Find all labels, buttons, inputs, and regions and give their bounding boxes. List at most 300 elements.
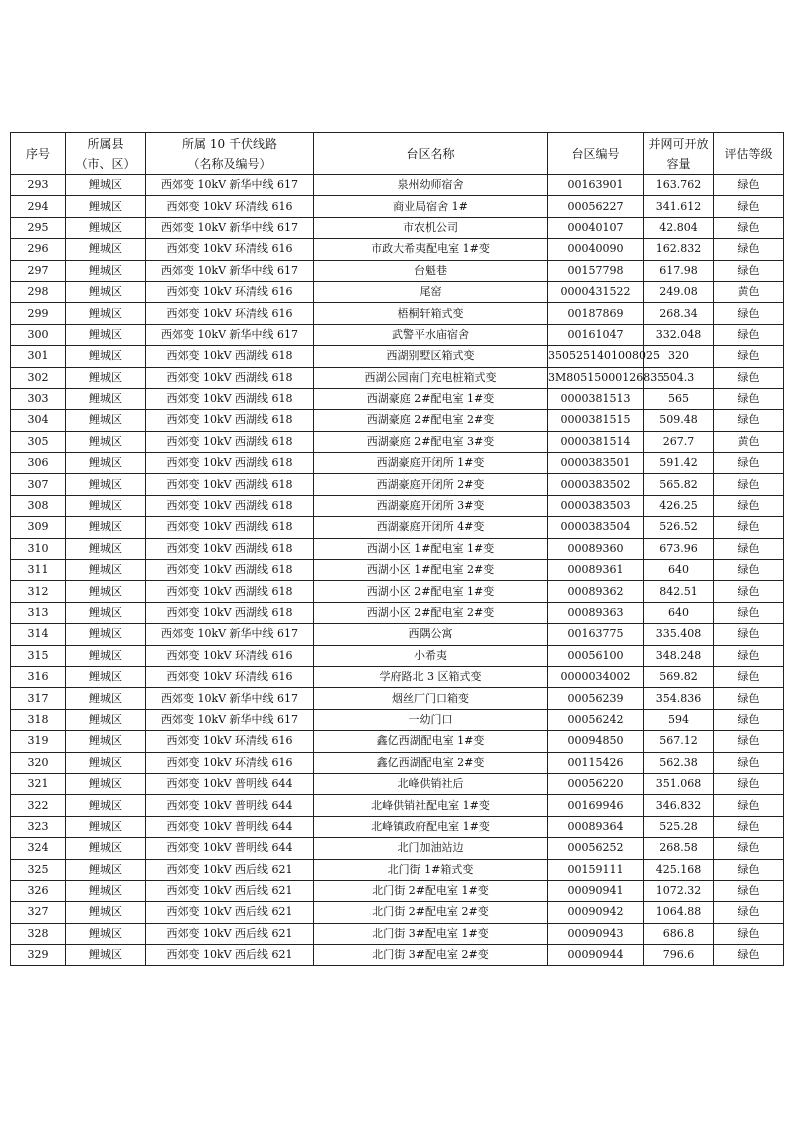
cell-grade: 绿色 xyxy=(714,538,784,559)
cell-capacity: 562.38 xyxy=(644,752,714,773)
cell-capacity: 1072.32 xyxy=(644,880,714,901)
cell-line: 西郊变 10kV 新华中线 617 xyxy=(146,217,314,238)
cell-code: 00089361 xyxy=(548,560,644,581)
cell-grade: 绿色 xyxy=(714,324,784,345)
table-row xyxy=(11,752,784,773)
cell-seq: 314 xyxy=(11,624,66,645)
cell-seq: 311 xyxy=(11,560,66,581)
cell-grade: 绿色 xyxy=(714,581,784,602)
cell-code: 3505251401008025 xyxy=(548,346,644,367)
cell-seq: 328 xyxy=(11,923,66,944)
table-row xyxy=(11,367,784,388)
cell-seq: 304 xyxy=(11,410,66,431)
cell-line: 西郊变 10kV 西湖线 618 xyxy=(146,431,314,452)
cell-name: 西湖小区 2#配电室 2#变 xyxy=(314,602,548,623)
cell-grade: 绿色 xyxy=(714,795,784,816)
cell-grade: 绿色 xyxy=(714,260,784,281)
cell-capacity: 526.52 xyxy=(644,517,714,538)
table-row xyxy=(11,346,784,367)
cell-seq: 318 xyxy=(11,709,66,730)
cell-grade: 绿色 xyxy=(714,731,784,752)
cell-grade: 绿色 xyxy=(714,303,784,324)
table-row xyxy=(11,324,784,345)
table-row xyxy=(11,731,784,752)
cell-name: 西湖小区 2#配电室 1#变 xyxy=(314,581,548,602)
table-row xyxy=(11,581,784,602)
table-row xyxy=(11,795,784,816)
cell-seq: 306 xyxy=(11,453,66,474)
cell-seq: 305 xyxy=(11,431,66,452)
cell-code: 00056239 xyxy=(548,688,644,709)
cell-capacity: 686.8 xyxy=(644,923,714,944)
table-row xyxy=(11,645,784,666)
cell-county: 鲤城区 xyxy=(66,175,146,196)
cell-grade: 绿色 xyxy=(714,880,784,901)
cell-grade: 绿色 xyxy=(714,495,784,516)
cell-capacity: 163.762 xyxy=(644,175,714,196)
header-name: 台区名称 xyxy=(314,133,548,175)
cell-capacity: 509.48 xyxy=(644,410,714,431)
cell-code: 00090942 xyxy=(548,902,644,923)
cell-seq: 312 xyxy=(11,581,66,602)
cell-seq: 313 xyxy=(11,602,66,623)
cell-name: 北门加油站边 xyxy=(314,838,548,859)
cell-code: 00169946 xyxy=(548,795,644,816)
capacity-table xyxy=(10,132,784,966)
cell-name: 尾窑 xyxy=(314,281,548,302)
cell-code: 0000383504 xyxy=(548,517,644,538)
cell-line: 西郊变 10kV 西湖线 618 xyxy=(146,560,314,581)
cell-line: 西郊变 10kV 环清线 616 xyxy=(146,303,314,324)
cell-line: 西郊变 10kV 新华中线 617 xyxy=(146,260,314,281)
cell-name: 泉州幼师宿舍 xyxy=(314,175,548,196)
cell-name: 北门街 2#配电室 1#变 xyxy=(314,880,548,901)
cell-seq: 309 xyxy=(11,517,66,538)
cell-code: 00040107 xyxy=(548,217,644,238)
cell-county: 鲤城区 xyxy=(66,816,146,837)
cell-code: 00056252 xyxy=(548,838,644,859)
cell-line: 西郊变 10kV 新华中线 617 xyxy=(146,624,314,645)
cell-name: 西湖豪庭开闭所 2#变 xyxy=(314,474,548,495)
cell-name: 台魁巷 xyxy=(314,260,548,281)
cell-line: 西郊变 10kV 环清线 616 xyxy=(146,666,314,687)
cell-line: 西郊变 10kV 新华中线 617 xyxy=(146,175,314,196)
cell-code: 00090941 xyxy=(548,880,644,901)
cell-grade: 绿色 xyxy=(714,367,784,388)
cell-line: 西郊变 10kV 西后线 621 xyxy=(146,880,314,901)
cell-name: 北峰供销社后 xyxy=(314,773,548,794)
cell-county: 鲤城区 xyxy=(66,260,146,281)
cell-seq: 297 xyxy=(11,260,66,281)
cell-capacity: 268.34 xyxy=(644,303,714,324)
cell-capacity: 673.96 xyxy=(644,538,714,559)
cell-capacity: 354.836 xyxy=(644,688,714,709)
cell-seq: 293 xyxy=(11,175,66,196)
cell-grade: 绿色 xyxy=(714,902,784,923)
cell-code: 00090943 xyxy=(548,923,644,944)
table-row xyxy=(11,175,784,196)
cell-county: 鲤城区 xyxy=(66,624,146,645)
table-header xyxy=(11,133,784,175)
cell-county: 鲤城区 xyxy=(66,303,146,324)
cell-code: 00161047 xyxy=(548,324,644,345)
header-capacity-line1: 并网可开放 xyxy=(648,136,709,151)
cell-line: 西郊变 10kV 普明线 644 xyxy=(146,773,314,794)
cell-line: 西郊变 10kV 普明线 644 xyxy=(146,816,314,837)
cell-name: 烟丝厂门口箱变 xyxy=(314,688,548,709)
cell-county: 鲤城区 xyxy=(66,709,146,730)
cell-seq: 296 xyxy=(11,239,66,260)
cell-name: 市政大希夷配电室 1#变 xyxy=(314,239,548,260)
cell-code: 0000034002 xyxy=(548,666,644,687)
cell-county: 鲤城区 xyxy=(66,773,146,794)
cell-capacity: 591.42 xyxy=(644,453,714,474)
header-line xyxy=(146,133,314,175)
header-county-line2: （市、区） xyxy=(75,156,136,171)
cell-name: 武警平水庙宿舍 xyxy=(314,324,548,345)
cell-county: 鲤城区 xyxy=(66,410,146,431)
header-code: 台区编号 xyxy=(548,133,644,175)
cell-capacity: 565 xyxy=(644,388,714,409)
cell-code: 00056242 xyxy=(548,709,644,730)
cell-name: 西湖小区 1#配电室 1#变 xyxy=(314,538,548,559)
header-line-line2: （名称及编号） xyxy=(187,156,272,171)
header-county-line1: 所属县 xyxy=(87,136,124,151)
cell-grade: 绿色 xyxy=(714,773,784,794)
cell-seq: 329 xyxy=(11,945,66,966)
cell-county: 鲤城区 xyxy=(66,945,146,966)
table-body xyxy=(11,175,784,966)
cell-seq: 302 xyxy=(11,367,66,388)
cell-grade: 绿色 xyxy=(714,645,784,666)
cell-capacity: 351.068 xyxy=(644,773,714,794)
header-seq: 序号 xyxy=(11,133,66,175)
cell-code: 0000381514 xyxy=(548,431,644,452)
cell-line: 西郊变 10kV 西后线 621 xyxy=(146,923,314,944)
cell-name: 鑫亿西湖配电室 1#变 xyxy=(314,731,548,752)
cell-county: 鲤城区 xyxy=(66,560,146,581)
cell-capacity: 249.08 xyxy=(644,281,714,302)
cell-capacity: 335.408 xyxy=(644,624,714,645)
cell-line: 西郊变 10kV 西湖线 618 xyxy=(146,474,314,495)
table-row xyxy=(11,624,784,645)
cell-capacity: 569.82 xyxy=(644,666,714,687)
cell-line: 西郊变 10kV 西湖线 618 xyxy=(146,410,314,431)
cell-code: 00089362 xyxy=(548,581,644,602)
cell-capacity: 42.804 xyxy=(644,217,714,238)
cell-name: 学府路北 3 区箱式变 xyxy=(314,666,548,687)
cell-code: 00089363 xyxy=(548,602,644,623)
cell-capacity: 565.82 xyxy=(644,474,714,495)
cell-seq: 307 xyxy=(11,474,66,495)
cell-capacity: 341.612 xyxy=(644,196,714,217)
cell-county: 鲤城区 xyxy=(66,838,146,859)
cell-capacity: 348.248 xyxy=(644,645,714,666)
cell-name: 北门街 3#配电室 1#变 xyxy=(314,923,548,944)
table-row xyxy=(11,859,784,880)
cell-capacity: 640 xyxy=(644,602,714,623)
cell-code: 0000381513 xyxy=(548,388,644,409)
cell-seq: 301 xyxy=(11,346,66,367)
cell-line: 西郊变 10kV 西后线 621 xyxy=(146,945,314,966)
cell-name: 北门街 2#配电室 2#变 xyxy=(314,902,548,923)
cell-county: 鲤城区 xyxy=(66,731,146,752)
cell-line: 西郊变 10kV 西后线 621 xyxy=(146,902,314,923)
cell-capacity: 426.25 xyxy=(644,495,714,516)
cell-name: 西湖豪庭 2#配电室 2#变 xyxy=(314,410,548,431)
cell-name: 西湖豪庭 2#配电室 3#变 xyxy=(314,431,548,452)
table-row xyxy=(11,453,784,474)
table-row xyxy=(11,923,784,944)
cell-line: 西郊变 10kV 西后线 621 xyxy=(146,859,314,880)
cell-county: 鲤城区 xyxy=(66,324,146,345)
cell-county: 鲤城区 xyxy=(66,196,146,217)
table-row xyxy=(11,816,784,837)
cell-code: 00056227 xyxy=(548,196,644,217)
cell-capacity: 617.98 xyxy=(644,260,714,281)
cell-capacity: 594 xyxy=(644,709,714,730)
cell-name: 西湖公园南门充电桩箱式变 xyxy=(314,367,548,388)
cell-grade: 绿色 xyxy=(714,602,784,623)
cell-capacity: 1064.88 xyxy=(644,902,714,923)
header-row xyxy=(11,133,784,175)
table-row xyxy=(11,602,784,623)
cell-county: 鲤城区 xyxy=(66,367,146,388)
cell-county: 鲤城区 xyxy=(66,688,146,709)
cell-name: 西湖豪庭开闭所 1#变 xyxy=(314,453,548,474)
header-capacity xyxy=(644,133,714,175)
cell-code: 00159111 xyxy=(548,859,644,880)
cell-line: 西郊变 10kV 西湖线 618 xyxy=(146,517,314,538)
cell-code: 00056220 xyxy=(548,773,644,794)
table-row xyxy=(11,945,784,966)
table-row xyxy=(11,688,784,709)
cell-grade: 绿色 xyxy=(714,346,784,367)
cell-grade: 绿色 xyxy=(714,175,784,196)
cell-grade: 绿色 xyxy=(714,816,784,837)
cell-grade: 绿色 xyxy=(714,945,784,966)
cell-code: 0000383503 xyxy=(548,495,644,516)
cell-name: 北门街 3#配电室 2#变 xyxy=(314,945,548,966)
cell-code: 00163775 xyxy=(548,624,644,645)
header-county xyxy=(66,133,146,175)
cell-grade: 绿色 xyxy=(714,388,784,409)
cell-seq: 303 xyxy=(11,388,66,409)
cell-code: 0000383502 xyxy=(548,474,644,495)
cell-county: 鲤城区 xyxy=(66,602,146,623)
cell-county: 鲤城区 xyxy=(66,880,146,901)
cell-county: 鲤城区 xyxy=(66,431,146,452)
cell-county: 鲤城区 xyxy=(66,217,146,238)
cell-seq: 308 xyxy=(11,495,66,516)
cell-line: 西郊变 10kV 环清线 616 xyxy=(146,731,314,752)
cell-capacity: 268.58 xyxy=(644,838,714,859)
cell-seq: 319 xyxy=(11,731,66,752)
cell-seq: 322 xyxy=(11,795,66,816)
cell-code: 00056100 xyxy=(548,645,644,666)
cell-grade: 绿色 xyxy=(714,410,784,431)
cell-name: 梧桐轩箱式变 xyxy=(314,303,548,324)
cell-county: 鲤城区 xyxy=(66,859,146,880)
cell-seq: 320 xyxy=(11,752,66,773)
cell-capacity: 162.832 xyxy=(644,239,714,260)
cell-name: 北峰镇政府配电室 1#变 xyxy=(314,816,548,837)
table-row xyxy=(11,431,784,452)
table-row xyxy=(11,880,784,901)
cell-grade: 绿色 xyxy=(714,624,784,645)
cell-line: 西郊变 10kV 西湖线 618 xyxy=(146,538,314,559)
cell-grade: 绿色 xyxy=(714,859,784,880)
cell-seq: 321 xyxy=(11,773,66,794)
cell-capacity: 320 xyxy=(644,346,714,367)
cell-capacity: 567.12 xyxy=(644,731,714,752)
cell-line: 西郊变 10kV 新华中线 617 xyxy=(146,688,314,709)
cell-line: 西郊变 10kV 新华中线 617 xyxy=(146,709,314,730)
cell-code: 3M80515000126835 xyxy=(548,367,644,388)
table-row xyxy=(11,260,784,281)
cell-name: 西湖小区 1#配电室 2#变 xyxy=(314,560,548,581)
cell-county: 鲤城区 xyxy=(66,923,146,944)
cell-name: 小希夷 xyxy=(314,645,548,666)
cell-grade: 黄色 xyxy=(714,431,784,452)
cell-name: 北峰供销社配电室 1#变 xyxy=(314,795,548,816)
cell-line: 西郊变 10kV 环清线 616 xyxy=(146,645,314,666)
cell-county: 鲤城区 xyxy=(66,239,146,260)
table-row xyxy=(11,773,784,794)
cell-code: 00163901 xyxy=(548,175,644,196)
capacity-table-container xyxy=(10,132,783,966)
cell-name: 商业局宿舍 1# xyxy=(314,196,548,217)
cell-county: 鲤城区 xyxy=(66,538,146,559)
cell-capacity: 332.048 xyxy=(644,324,714,345)
cell-line: 西郊变 10kV 西湖线 618 xyxy=(146,346,314,367)
table-row xyxy=(11,517,784,538)
cell-code: 00090944 xyxy=(548,945,644,966)
cell-seq: 317 xyxy=(11,688,66,709)
cell-code: 0000383501 xyxy=(548,453,644,474)
cell-line: 西郊变 10kV 西湖线 618 xyxy=(146,602,314,623)
table-row xyxy=(11,196,784,217)
cell-line: 西郊变 10kV 西湖线 618 xyxy=(146,453,314,474)
cell-code: 0000381515 xyxy=(548,410,644,431)
cell-capacity: 346.832 xyxy=(644,795,714,816)
table-row xyxy=(11,838,784,859)
cell-name: 西湖豪庭开闭所 3#变 xyxy=(314,495,548,516)
header-grade: 评估等级 xyxy=(714,133,784,175)
cell-county: 鲤城区 xyxy=(66,388,146,409)
table-row xyxy=(11,239,784,260)
cell-line: 西郊变 10kV 西湖线 618 xyxy=(146,367,314,388)
cell-seq: 316 xyxy=(11,666,66,687)
cell-seq: 326 xyxy=(11,880,66,901)
cell-line: 西郊变 10kV 普明线 644 xyxy=(146,838,314,859)
cell-grade: 绿色 xyxy=(714,923,784,944)
table-row xyxy=(11,217,784,238)
cell-seq: 299 xyxy=(11,303,66,324)
cell-seq: 324 xyxy=(11,838,66,859)
cell-line: 西郊变 10kV 环清线 616 xyxy=(146,196,314,217)
cell-county: 鲤城区 xyxy=(66,902,146,923)
cell-code: 00089364 xyxy=(548,816,644,837)
cell-capacity: 525.28 xyxy=(644,816,714,837)
cell-grade: 绿色 xyxy=(714,688,784,709)
cell-seq: 295 xyxy=(11,217,66,238)
cell-seq: 310 xyxy=(11,538,66,559)
cell-name: 西湖豪庭开闭所 4#变 xyxy=(314,517,548,538)
cell-code: 00115426 xyxy=(548,752,644,773)
table-row xyxy=(11,388,784,409)
cell-line: 西郊变 10kV 环清线 616 xyxy=(146,281,314,302)
cell-grade: 绿色 xyxy=(714,838,784,859)
cell-county: 鲤城区 xyxy=(66,474,146,495)
table-row xyxy=(11,281,784,302)
table-row xyxy=(11,410,784,431)
cell-code: 0000431522 xyxy=(548,281,644,302)
cell-line: 西郊变 10kV 普明线 644 xyxy=(146,795,314,816)
header-line-line1: 所属 10 千伏线路 xyxy=(182,136,277,151)
cell-capacity: 842.51 xyxy=(644,581,714,602)
cell-grade: 绿色 xyxy=(714,517,784,538)
cell-grade: 绿色 xyxy=(714,666,784,687)
table-row xyxy=(11,538,784,559)
cell-seq: 325 xyxy=(11,859,66,880)
table-row xyxy=(11,495,784,516)
cell-capacity: 796.6 xyxy=(644,945,714,966)
cell-grade: 黄色 xyxy=(714,281,784,302)
cell-county: 鲤城区 xyxy=(66,645,146,666)
table-row xyxy=(11,303,784,324)
cell-line: 西郊变 10kV 西湖线 618 xyxy=(146,581,314,602)
cell-grade: 绿色 xyxy=(714,239,784,260)
cell-name: 西湖别墅区箱式变 xyxy=(314,346,548,367)
cell-county: 鲤城区 xyxy=(66,495,146,516)
cell-county: 鲤城区 xyxy=(66,666,146,687)
cell-line: 西郊变 10kV 环清线 616 xyxy=(146,239,314,260)
cell-name: 西隅公寓 xyxy=(314,624,548,645)
cell-seq: 294 xyxy=(11,196,66,217)
cell-seq: 298 xyxy=(11,281,66,302)
cell-county: 鲤城区 xyxy=(66,795,146,816)
cell-grade: 绿色 xyxy=(714,217,784,238)
cell-code: 00089360 xyxy=(548,538,644,559)
cell-code: 00187869 xyxy=(548,303,644,324)
cell-grade: 绿色 xyxy=(714,474,784,495)
cell-line: 西郊变 10kV 西湖线 618 xyxy=(146,495,314,516)
cell-grade: 绿色 xyxy=(714,752,784,773)
cell-county: 鲤城区 xyxy=(66,281,146,302)
cell-name: 鑫亿西湖配电室 2#变 xyxy=(314,752,548,773)
cell-county: 鲤城区 xyxy=(66,752,146,773)
cell-name: 西湖豪庭 2#配电室 1#变 xyxy=(314,388,548,409)
cell-county: 鲤城区 xyxy=(66,517,146,538)
table-row xyxy=(11,560,784,581)
cell-capacity: 640 xyxy=(644,560,714,581)
cell-grade: 绿色 xyxy=(714,453,784,474)
cell-seq: 300 xyxy=(11,324,66,345)
cell-county: 鲤城区 xyxy=(66,581,146,602)
cell-line: 西郊变 10kV 新华中线 617 xyxy=(146,324,314,345)
cell-line: 西郊变 10kV 环清线 616 xyxy=(146,752,314,773)
cell-capacity: 425.168 xyxy=(644,859,714,880)
cell-capacity: 504.3 xyxy=(644,367,714,388)
table-row xyxy=(11,474,784,495)
cell-code: 00157798 xyxy=(548,260,644,281)
cell-county: 鲤城区 xyxy=(66,346,146,367)
cell-name: 一幼门口 xyxy=(314,709,548,730)
cell-code: 00094850 xyxy=(548,731,644,752)
table-row xyxy=(11,666,784,687)
cell-seq: 323 xyxy=(11,816,66,837)
